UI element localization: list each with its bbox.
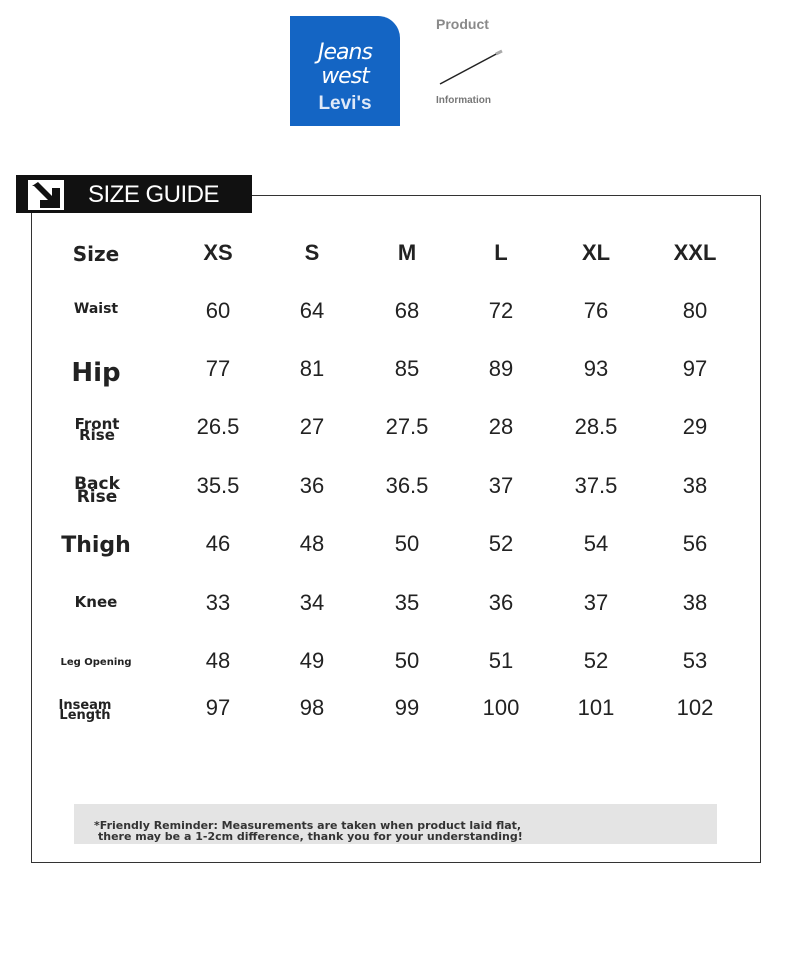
measurement-value: 54 xyxy=(583,531,609,556)
pen-icon xyxy=(438,48,508,88)
table-row xyxy=(0,531,790,571)
measurement-value: 36.5 xyxy=(385,473,429,498)
measurement-value: 51 xyxy=(488,648,514,673)
table-row xyxy=(0,695,790,735)
measurement-value: 35 xyxy=(394,590,420,615)
measurement-value: 97 xyxy=(682,356,708,381)
measurement-value: 60 xyxy=(205,298,231,323)
size-column-header: M xyxy=(397,240,417,265)
table-row xyxy=(0,590,790,630)
measurement-value: 36 xyxy=(299,473,325,498)
measurement-value: 98 xyxy=(299,695,325,720)
measurement-value: 100 xyxy=(482,695,520,720)
brand-logo-line2: west xyxy=(321,64,369,89)
size-column-header: XL xyxy=(581,240,611,265)
measurement-value: 35.5 xyxy=(196,473,240,498)
measurement-value: 53 xyxy=(682,648,708,673)
measurement-label: Waist xyxy=(73,301,119,317)
measurement-value: 76 xyxy=(583,298,609,323)
product-label: Product xyxy=(436,16,489,32)
size-header-label: Size xyxy=(72,242,120,266)
measurement-value: 81 xyxy=(299,356,325,381)
size-column-header: S xyxy=(304,240,320,265)
measurement-value: 48 xyxy=(299,531,325,556)
measurement-label: Inseam Length xyxy=(58,698,112,723)
measurement-value: 56 xyxy=(682,531,708,556)
measurement-label: Thigh xyxy=(61,533,131,558)
measurement-value: 52 xyxy=(488,531,514,556)
measurement-label: Back Rise xyxy=(74,474,120,507)
measurement-label: Hip xyxy=(71,358,121,388)
measurement-value: 28.5 xyxy=(574,414,618,439)
table-row xyxy=(0,298,790,338)
measurement-value: 85 xyxy=(394,356,420,381)
brand-logo xyxy=(290,16,400,126)
measurement-value: 29 xyxy=(682,414,708,439)
measurement-value: 101 xyxy=(577,695,615,720)
measurement-value: 37 xyxy=(488,473,514,498)
size-guide-frame xyxy=(31,195,761,863)
measurement-value: 72 xyxy=(488,298,514,323)
measurement-value: 64 xyxy=(299,298,325,323)
reminder-line-1: *Friendly Reminder: Measurements are taken when product laid flat, xyxy=(94,819,522,832)
information-label: Information xyxy=(436,95,491,106)
size-column-header: XS xyxy=(203,240,233,265)
measurement-value: 102 xyxy=(676,695,714,720)
measurement-value: 93 xyxy=(583,356,609,381)
measurement-value: 36 xyxy=(488,590,514,615)
measurement-value: 26.5 xyxy=(196,414,240,439)
size-column-header: XXL xyxy=(673,240,717,265)
arrow-down-right-icon xyxy=(28,180,64,210)
measurement-value: 80 xyxy=(682,298,708,323)
measurement-value: 50 xyxy=(394,531,420,556)
measurement-value: 68 xyxy=(394,298,420,323)
measurement-value: 77 xyxy=(205,356,231,381)
measurement-value: 89 xyxy=(488,356,514,381)
measurement-label: Front Rise xyxy=(74,415,120,445)
size-guide-title: SIZE GUIDE xyxy=(88,181,220,208)
measurement-label: Knee xyxy=(74,593,118,611)
measurement-value: 37.5 xyxy=(574,473,618,498)
measurement-value: 50 xyxy=(394,648,420,673)
measurement-value: 99 xyxy=(394,695,420,720)
measurement-value: 37 xyxy=(583,590,609,615)
measurement-value: 28 xyxy=(488,414,514,439)
measurement-value: 97 xyxy=(205,695,231,720)
measurement-value: 52 xyxy=(583,648,609,673)
table-row xyxy=(0,414,790,454)
measurement-value: 46 xyxy=(205,531,231,556)
measurement-label: Leg Opening xyxy=(60,657,132,668)
friendly-reminder xyxy=(74,804,717,844)
measurement-value: 33 xyxy=(205,590,231,615)
measurement-value: 27.5 xyxy=(385,414,429,439)
brand-logo-line3: Levi's xyxy=(318,93,372,114)
size-column-header: L xyxy=(494,240,508,265)
reminder-line-2: there may be a 1-2cm difference, thank you for your understanding! xyxy=(98,830,523,843)
measurement-value: 38 xyxy=(682,473,708,498)
measurement-value: 48 xyxy=(205,648,231,673)
measurement-value: 34 xyxy=(299,590,325,615)
measurement-value: 27 xyxy=(299,414,325,439)
table-row xyxy=(0,473,790,513)
brand-logo-line1: Jeans xyxy=(318,40,372,65)
measurement-value: 49 xyxy=(299,648,325,673)
table-header-row xyxy=(0,240,790,280)
table-row xyxy=(0,356,790,396)
table-row xyxy=(0,648,790,688)
measurement-value: 38 xyxy=(682,590,708,615)
